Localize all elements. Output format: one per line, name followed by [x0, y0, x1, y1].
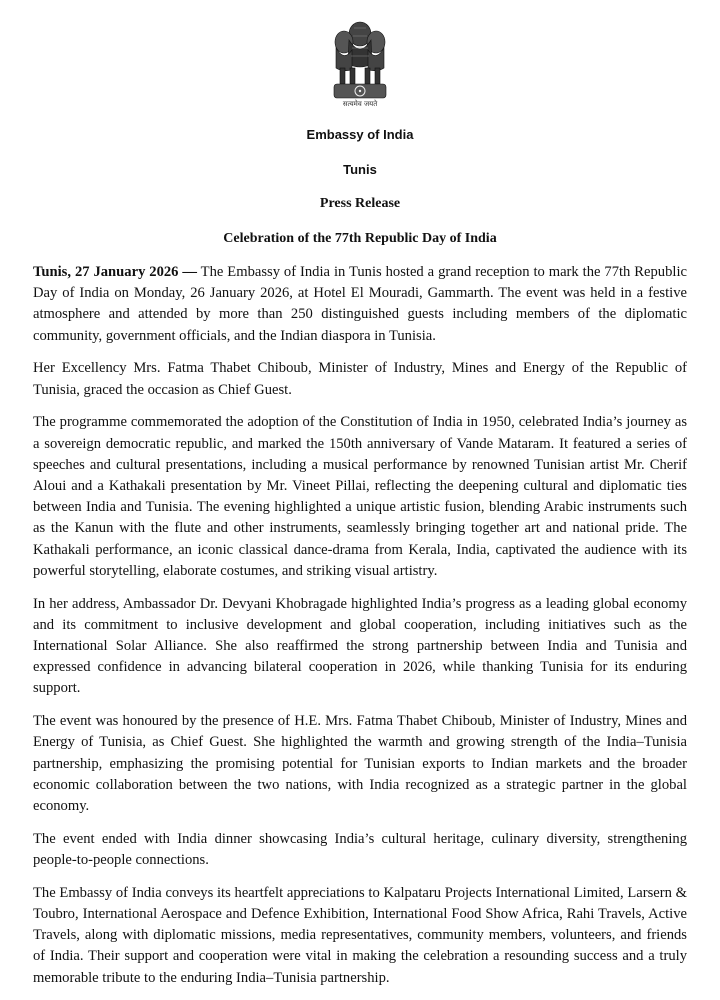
dateline: Tunis, 27 January 2026 —: [33, 264, 198, 280]
emblem-motto: सत्यमेव जयते: [342, 100, 378, 108]
paragraph-chief-guest-remarks: The event was honoured by the presence of H.E. Mrs. Fatma Thabet Chiboub, Minister of Industry, Mines and Energy of Tunisia, as Chief Guest. She highlighted the warmth and growing strength of the India–Tunisia partnership, emphasizing the promising potential for Tunisian exports to Indian markets and the broader economic collaboration between the two nations, with India recognized as a strategic partner in the global economy.: [33, 713, 687, 815]
paragraph-intro-text: The Embassy of India in Tunis hosted a grand reception to mark the 77th Republic Day of India on Monday, 26 January 2026, at Hotel El Mouradi, Gammarth. The event was held in a festive atmosphere and attended by more than 250 distinguished guests including members of the diplomatic community, government officials, and the Indian diaspora in Tunisia.: [33, 264, 687, 344]
page-title: Celebration of the 77th Republic Day of India: [223, 231, 497, 246]
paragraph-programme: The programme commemorated the adoption of the Constitution of India in 1950, celebrated India’s journey as a sovereign democratic republic, and marked the 150th anniversary of Vande Mataram. It featured a series of speeches and cultural presentations, including a musical performance by renowned Tunisian artist Mr. Cherif Aloui and a Kathakali presentation by Mr. Vineet Pillai, reflecting the deepening cultural and diplomatic ties between India and Tunisia. The evening highlighted a unique artistic fusion, blending Arabic instruments such as the Kanun with the flute and other instruments, seamlessly bringing together art and national pride. The Kathakali performance, an iconic classical dance-drama from Kerala, India, captivated the audience with its powerful storytelling, elaborate costumes, and striking visual artistry.: [33, 414, 687, 579]
paragraph-intro: [33, 262, 687, 347]
press-release-body: [33, 262, 687, 1000]
paragraph-acknowledgements: The Embassy of India conveys its heartfelt appreciations to Kalpataru Projects International Limited, Larsern & Toubro, International Aerospace and Defence Exhibition, International Food Show Africa, Rahi Travels, Active Travels, along with diplomatic missions, media representatives, community members, volunteers, and friends of India. Their support and cooperation were vital in making the celebration a resounding success and a truly memorable tribute to the enduring India–Tunisia partnership.: [33, 884, 687, 986]
paragraph-chief-guest: Her Excellency Mrs. Fatma Thabet Chiboub, Minister of Industry, Mines and Energy of the Republic of Tunisia, graced the occasion as Chief Guest.: [33, 360, 687, 398]
document-type: Press Release: [319, 196, 401, 211]
national-emblem-icon: [328, 12, 392, 112]
organization-name: Embassy of India: [306, 127, 414, 142]
paragraph-ambassador-address: In her address, Ambassador Dr. Devyani Khobragade highlighted India’s progress as a leading global economy and its commitment to inclusive development and global cooperation, including initiatives such as the International Solar Alliance. She also reaffirmed the strong partnership between India and Tunisia and expressed confidence in advancing bilateral cooperation in 2026, while thanking Tunisia for its enduring support.: [33, 595, 687, 697]
paragraph-dinner: The event ended with India dinner showcasing India’s cultural heritage, culinary diversity, strengthening people-to-people connections.: [33, 830, 687, 869]
city-name: Tunis: [343, 162, 377, 177]
